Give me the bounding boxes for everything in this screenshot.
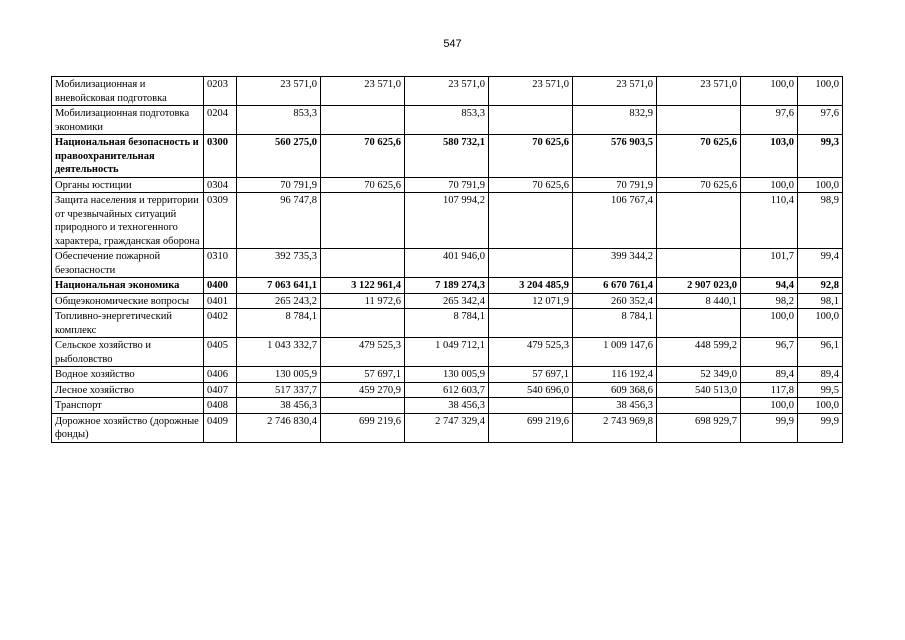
value-cell: 130 005,9 [237,367,321,383]
value-cell: 698 929,7 [657,413,741,442]
value-cell: 832,9 [573,106,657,135]
percent-cell: 100,0 [798,177,843,193]
value-cell: 8 784,1 [573,309,657,338]
value-cell: 57 697,1 [489,367,573,383]
value-cell: 2 743 969,8 [573,413,657,442]
value-cell: 23 571,0 [321,77,405,106]
value-cell: 479 525,3 [321,338,405,367]
row-name-cell: Лесное хозяйство [52,382,204,398]
row-name-cell: Защита населения и территории от чрезвычайных ситуаций природного и техногенного характера, гражданская оборона [52,193,204,249]
row-name-cell: Общеэкономические вопросы [52,293,204,309]
row-code-cell: 0405 [204,338,237,367]
row-code-cell: 0310 [204,249,237,278]
value-cell: 609 368,6 [573,382,657,398]
value-cell: 23 571,0 [573,77,657,106]
value-cell: 116 192,4 [573,367,657,383]
percent-cell: 98,9 [798,193,843,249]
row-name-cell: Мобилизационная подготовка экономики [52,106,204,135]
table-row [52,293,843,309]
value-cell [657,398,741,414]
percent-cell: 96,7 [741,338,798,367]
value-cell: 23 571,0 [405,77,489,106]
table-row [52,278,843,294]
value-cell: 2 907 023,0 [657,278,741,294]
percent-cell: 100,0 [741,309,798,338]
value-cell: 580 732,1 [405,135,489,178]
value-cell: 8 784,1 [405,309,489,338]
value-cell: 11 972,6 [321,293,405,309]
table-row [52,309,843,338]
value-cell [489,309,573,338]
percent-cell: 97,6 [741,106,798,135]
value-cell: 3 122 961,4 [321,278,405,294]
table-row [52,77,843,106]
value-cell: 38 456,3 [237,398,321,414]
percent-cell: 100,0 [798,77,843,106]
table-row [52,193,843,249]
row-code-cell: 0402 [204,309,237,338]
value-cell: 459 270,9 [321,382,405,398]
percent-cell: 98,2 [741,293,798,309]
value-cell: 52 349,0 [657,367,741,383]
value-cell: 1 043 332,7 [237,338,321,367]
percent-cell: 100,0 [798,309,843,338]
table-row [52,398,843,414]
row-name-cell: Мобилизационная и вневойсковая подготовка [52,77,204,106]
value-cell: 853,3 [405,106,489,135]
value-cell [657,106,741,135]
row-code-cell: 0300 [204,135,237,178]
value-cell [321,106,405,135]
percent-cell: 99,5 [798,382,843,398]
percent-cell: 99,4 [798,249,843,278]
value-cell [657,193,741,249]
value-cell: 576 903,5 [573,135,657,178]
percent-cell: 89,4 [741,367,798,383]
value-cell: 1 009 147,6 [573,338,657,367]
value-cell: 107 994,2 [405,193,489,249]
row-name-cell: Обеспечение пожарной безопасности [52,249,204,278]
value-cell: 23 571,0 [237,77,321,106]
value-cell: 6 670 761,4 [573,278,657,294]
row-code-cell: 0400 [204,278,237,294]
value-cell: 448 599,2 [657,338,741,367]
value-cell: 57 697,1 [321,367,405,383]
value-cell: 540 696,0 [489,382,573,398]
value-cell: 96 747,8 [237,193,321,249]
row-code-cell: 0409 [204,413,237,442]
percent-cell: 92,8 [798,278,843,294]
value-cell [321,249,405,278]
value-cell: 612 603,7 [405,382,489,398]
percent-cell: 96,1 [798,338,843,367]
value-cell [321,398,405,414]
value-cell: 392 735,3 [237,249,321,278]
value-cell: 130 005,9 [405,367,489,383]
value-cell [321,193,405,249]
value-cell [489,249,573,278]
value-cell: 265 243,2 [237,293,321,309]
table-row [52,367,843,383]
row-code-cell: 0203 [204,77,237,106]
percent-cell: 101,7 [741,249,798,278]
value-cell: 23 571,0 [657,77,741,106]
value-cell: 70 791,9 [405,177,489,193]
value-cell: 265 342,4 [405,293,489,309]
value-cell: 479 525,3 [489,338,573,367]
value-cell [489,398,573,414]
value-cell: 517 337,7 [237,382,321,398]
value-cell [321,309,405,338]
table-row [52,413,843,442]
value-cell: 70 625,6 [489,135,573,178]
row-code-cell: 0309 [204,193,237,249]
table-row [52,106,843,135]
value-cell: 399 344,2 [573,249,657,278]
row-name-cell: Органы юстиции [52,177,204,193]
percent-cell: 100,0 [741,77,798,106]
value-cell: 699 219,6 [489,413,573,442]
row-code-cell: 0408 [204,398,237,414]
percent-cell: 98,1 [798,293,843,309]
value-cell: 70 791,9 [237,177,321,193]
value-cell: 401 946,0 [405,249,489,278]
percent-cell: 103,0 [741,135,798,178]
table-row [52,177,843,193]
value-cell: 7 189 274,3 [405,278,489,294]
row-name-cell: Водное хозяйство [52,367,204,383]
value-cell [657,309,741,338]
row-code-cell: 0401 [204,293,237,309]
budget-table [51,76,843,443]
row-name-cell: Национальная экономика [52,278,204,294]
row-name-cell: Дорожное хозяйство (дорожные фонды) [52,413,204,442]
table-row [52,382,843,398]
value-cell [489,106,573,135]
row-name-cell: Транспорт [52,398,204,414]
percent-cell: 110,4 [741,193,798,249]
percent-cell: 100,0 [741,398,798,414]
table-row [52,338,843,367]
percent-cell: 99,9 [798,413,843,442]
value-cell: 106 767,4 [573,193,657,249]
row-code-cell: 0407 [204,382,237,398]
row-code-cell: 0204 [204,106,237,135]
percent-cell: 117,8 [741,382,798,398]
value-cell: 540 513,0 [657,382,741,398]
value-cell: 70 625,6 [489,177,573,193]
value-cell: 8 784,1 [237,309,321,338]
value-cell: 38 456,3 [573,398,657,414]
percent-cell: 100,0 [798,398,843,414]
percent-cell: 99,9 [741,413,798,442]
table-row [52,135,843,178]
percent-cell: 100,0 [741,177,798,193]
value-cell: 7 063 641,1 [237,278,321,294]
percent-cell: 99,3 [798,135,843,178]
row-code-cell: 0304 [204,177,237,193]
value-cell: 38 456,3 [405,398,489,414]
value-cell: 12 071,9 [489,293,573,309]
percent-cell: 89,4 [798,367,843,383]
value-cell: 70 791,9 [573,177,657,193]
table-row [52,249,843,278]
page-number: 547 [443,38,462,50]
row-name-cell: Национальная безопасность и правоохранительная деятельность [52,135,204,178]
value-cell [657,249,741,278]
value-cell: 8 440,1 [657,293,741,309]
percent-cell: 94,4 [741,278,798,294]
row-code-cell: 0406 [204,367,237,383]
row-name-cell: Топливно-энергетический комплекс [52,309,204,338]
value-cell: 3 204 485,9 [489,278,573,294]
value-cell: 70 625,6 [657,135,741,178]
value-cell: 70 625,6 [321,135,405,178]
row-name-cell: Сельское хозяйство и рыболовство [52,338,204,367]
value-cell: 1 049 712,1 [405,338,489,367]
value-cell: 560 275,0 [237,135,321,178]
value-cell: 70 625,6 [657,177,741,193]
percent-cell: 97,6 [798,106,843,135]
value-cell: 853,3 [237,106,321,135]
value-cell: 70 625,6 [321,177,405,193]
value-cell: 2 747 329,4 [405,413,489,442]
value-cell: 2 746 830,4 [237,413,321,442]
value-cell: 23 571,0 [489,77,573,106]
value-cell: 699 219,6 [321,413,405,442]
value-cell: 260 352,4 [573,293,657,309]
value-cell [489,193,573,249]
